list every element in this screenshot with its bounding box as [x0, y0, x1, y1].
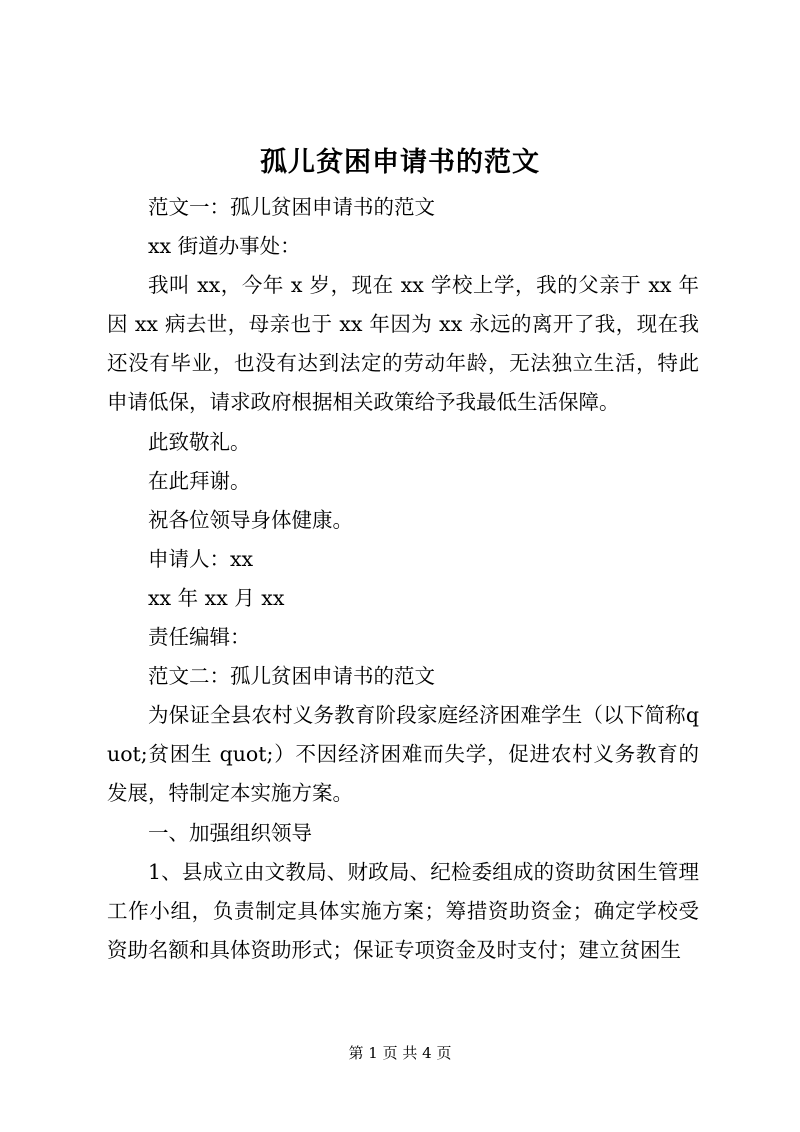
paragraph-purpose: 为保证全县农村义务教育阶段家庭经济困难学生（以下简称quot;贫困生 quot;）不因经济困难而失学，促进农村义务教育的发展，特制定本实施方案。 — [107, 703, 699, 806]
paragraph-thanks: 在此拜谢。 — [148, 468, 251, 493]
paragraph-heading-sample-two: 范文二：孤儿贫困申请书的范文 — [148, 664, 435, 689]
paragraph-addressee: xx 街道办事处： — [148, 234, 301, 259]
paragraph-date: xx 年 xx 月 xx — [148, 585, 285, 610]
paragraph-editor: 责任编辑： — [148, 625, 251, 650]
paragraph-item-one: 1、县成立由文教局、财政局、纪检委组成的资助贫困生管理工作小组，负责制定具体实施方案；筹措资助资金；确定学校受资助名额和具体资助形式；保证专项资金及时支付；建立贫困生 — [107, 859, 699, 962]
paragraph-heading-sample-one: 范文一：孤儿贫困申请书的范文 — [148, 195, 435, 219]
document-title: 孤儿贫困申请书的范文 — [260, 147, 540, 178]
paragraph-main-request: 我叫 xx，今年 x 岁，现在 xx 学校上学，我的父亲于 xx 年因 xx 病去世，母亲也于 xx 年因为 xx 永远的离开了我，现在我还没有毕业，也没有达到法定的劳动年龄，无法独立生活，特此申请低保，请求政府根据相关政策给予我最低生活保障。 — [107, 273, 699, 415]
paragraph-salutation: 此致敬礼。 — [148, 429, 251, 454]
page-footer: 第 1 页 共 4 页 — [348, 1044, 452, 1062]
document-body — [107, 188, 699, 970]
paragraph-wishes: 祝各位领导身体健康。 — [148, 507, 353, 532]
paragraph-applicant: 申请人：xx — [148, 546, 254, 571]
paragraph-section-one-heading: 一、加强组织领导 — [148, 820, 312, 845]
